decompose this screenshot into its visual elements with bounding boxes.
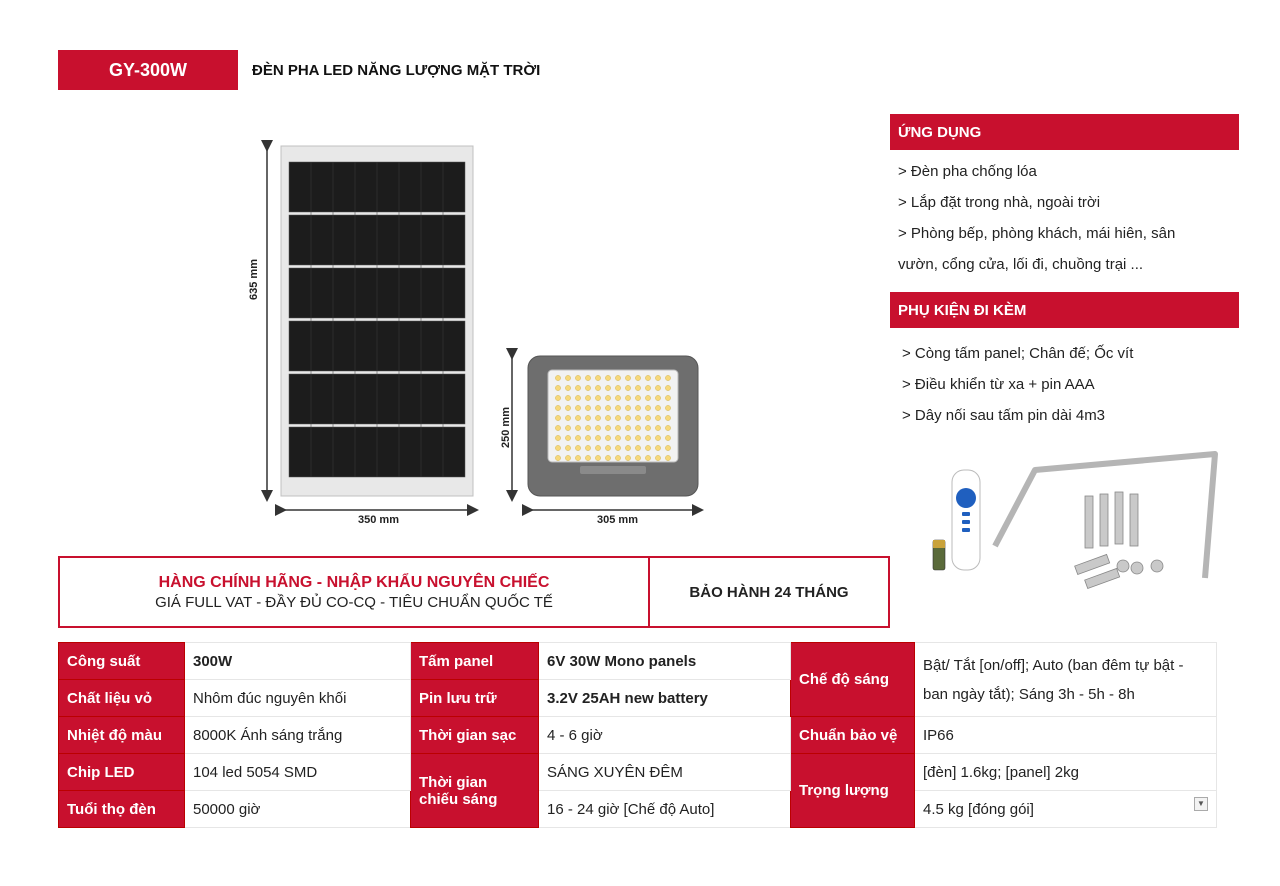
spec-value: SÁNG XUYÊN ĐÊM xyxy=(539,754,791,791)
spec-value: 4.5 kg [đóng gói] xyxy=(923,800,1034,818)
spec-label: Chip LED xyxy=(59,754,185,791)
spec-label: Thời gian sạc xyxy=(411,717,539,754)
spec-label: Tuổi thọ đèn xyxy=(59,791,185,828)
banner-headline: HÀNG CHÍNH HÃNG - NHẬP KHẨU NGUYÊN CHIẾC xyxy=(158,573,550,591)
spec-value: 300W xyxy=(185,643,411,680)
banner-subline: GIÁ FULL VAT - ĐẦY ĐỦ CO-CQ - TIÊU CHUẨN QUỐC TẾ xyxy=(155,593,553,611)
spec-label: Chế độ sáng xyxy=(791,643,915,717)
spec-table xyxy=(58,642,1217,828)
spec-value: 50000 giờ xyxy=(185,791,411,828)
page-title: ĐÈN PHA LED NĂNG LƯỢNG MẶT TRỜI xyxy=(252,62,541,79)
accessory-item: > Còng tấm panel; Chân đế; Ốc vít xyxy=(902,345,1134,362)
lamp-width-label: 305 mm xyxy=(597,514,638,526)
panel-width-label: 350 mm xyxy=(358,514,399,526)
spec-label: Công suất xyxy=(59,643,185,680)
model-badge: GY-300W xyxy=(58,50,238,90)
accessories-image xyxy=(925,448,1225,598)
lamp-height-label: 250 mm xyxy=(500,407,512,448)
table-row xyxy=(59,791,1217,828)
spec-label: Nhiệt độ màu xyxy=(59,717,185,754)
table-row xyxy=(59,717,1217,754)
application-item: > Lắp đặt trong nhà, ngoài trời xyxy=(898,194,1101,211)
warranty-label: BẢO HÀNH 24 THÁNG xyxy=(689,583,849,601)
panel-height-label: 635 mm xyxy=(248,259,260,300)
spec-label: Trọng lượng xyxy=(791,754,915,828)
accessory-item: > Điều khiển từ xa + pin AAA xyxy=(902,376,1095,393)
spec-value: 104 led 5054 SMD xyxy=(185,754,411,791)
spec-value: IP66 xyxy=(915,717,1217,754)
spec-value: Bật/ Tắt [on/off]; Auto (ban đêm tự bật - ban ngày tắt); Sáng 3h - 5h - 8h xyxy=(915,643,1217,717)
spec-label: Tấm panel xyxy=(411,643,539,680)
application-item: > Đèn pha chống lóa xyxy=(898,163,1037,180)
application-heading: ỨNG DỤNG xyxy=(890,114,1239,150)
spec-value: Nhôm đúc nguyên khối xyxy=(185,680,411,717)
accessories-heading: PHỤ KIỆN ĐI KÈM xyxy=(890,292,1239,328)
accessories-list xyxy=(902,338,1133,431)
chevron-down-icon[interactable]: ▼ xyxy=(1194,797,1208,811)
table-row xyxy=(59,643,1217,680)
spec-value-cell xyxy=(915,791,1217,828)
application-item: vườn, cổng cửa, lối đi, chuồng trại ... xyxy=(898,256,1144,273)
table-row xyxy=(59,754,1217,791)
spec-label: Pin lưu trữ xyxy=(411,680,539,717)
banner-left xyxy=(60,558,650,626)
spec-label: Chất liệu vỏ xyxy=(59,680,185,717)
solar-panel-image xyxy=(255,140,485,530)
application-list xyxy=(898,156,1175,280)
spec-label: Chuẩn bảo vệ xyxy=(791,717,915,754)
spec-value: [đèn] 1.6kg; [panel] 2kg xyxy=(915,754,1217,791)
spec-value: 6V 30W Mono panels xyxy=(539,643,791,680)
spec-value: 16 - 24 giờ [Chế độ Auto] xyxy=(539,791,791,828)
spec-label: Thời gian chiếu sáng xyxy=(411,754,539,828)
spec-value: 3.2V 25AH new battery xyxy=(539,680,791,717)
application-item: > Phòng bếp, phòng khách, mái hiên, sân xyxy=(898,225,1176,242)
spec-value: 8000K Ánh sáng trắng xyxy=(185,717,411,754)
spec-value: 4 - 6 giờ xyxy=(539,717,791,754)
authenticity-banner xyxy=(58,556,890,628)
accessory-item: > Dây nối sau tấm pin dài 4m3 xyxy=(902,407,1106,424)
flood-light-image xyxy=(500,348,705,523)
